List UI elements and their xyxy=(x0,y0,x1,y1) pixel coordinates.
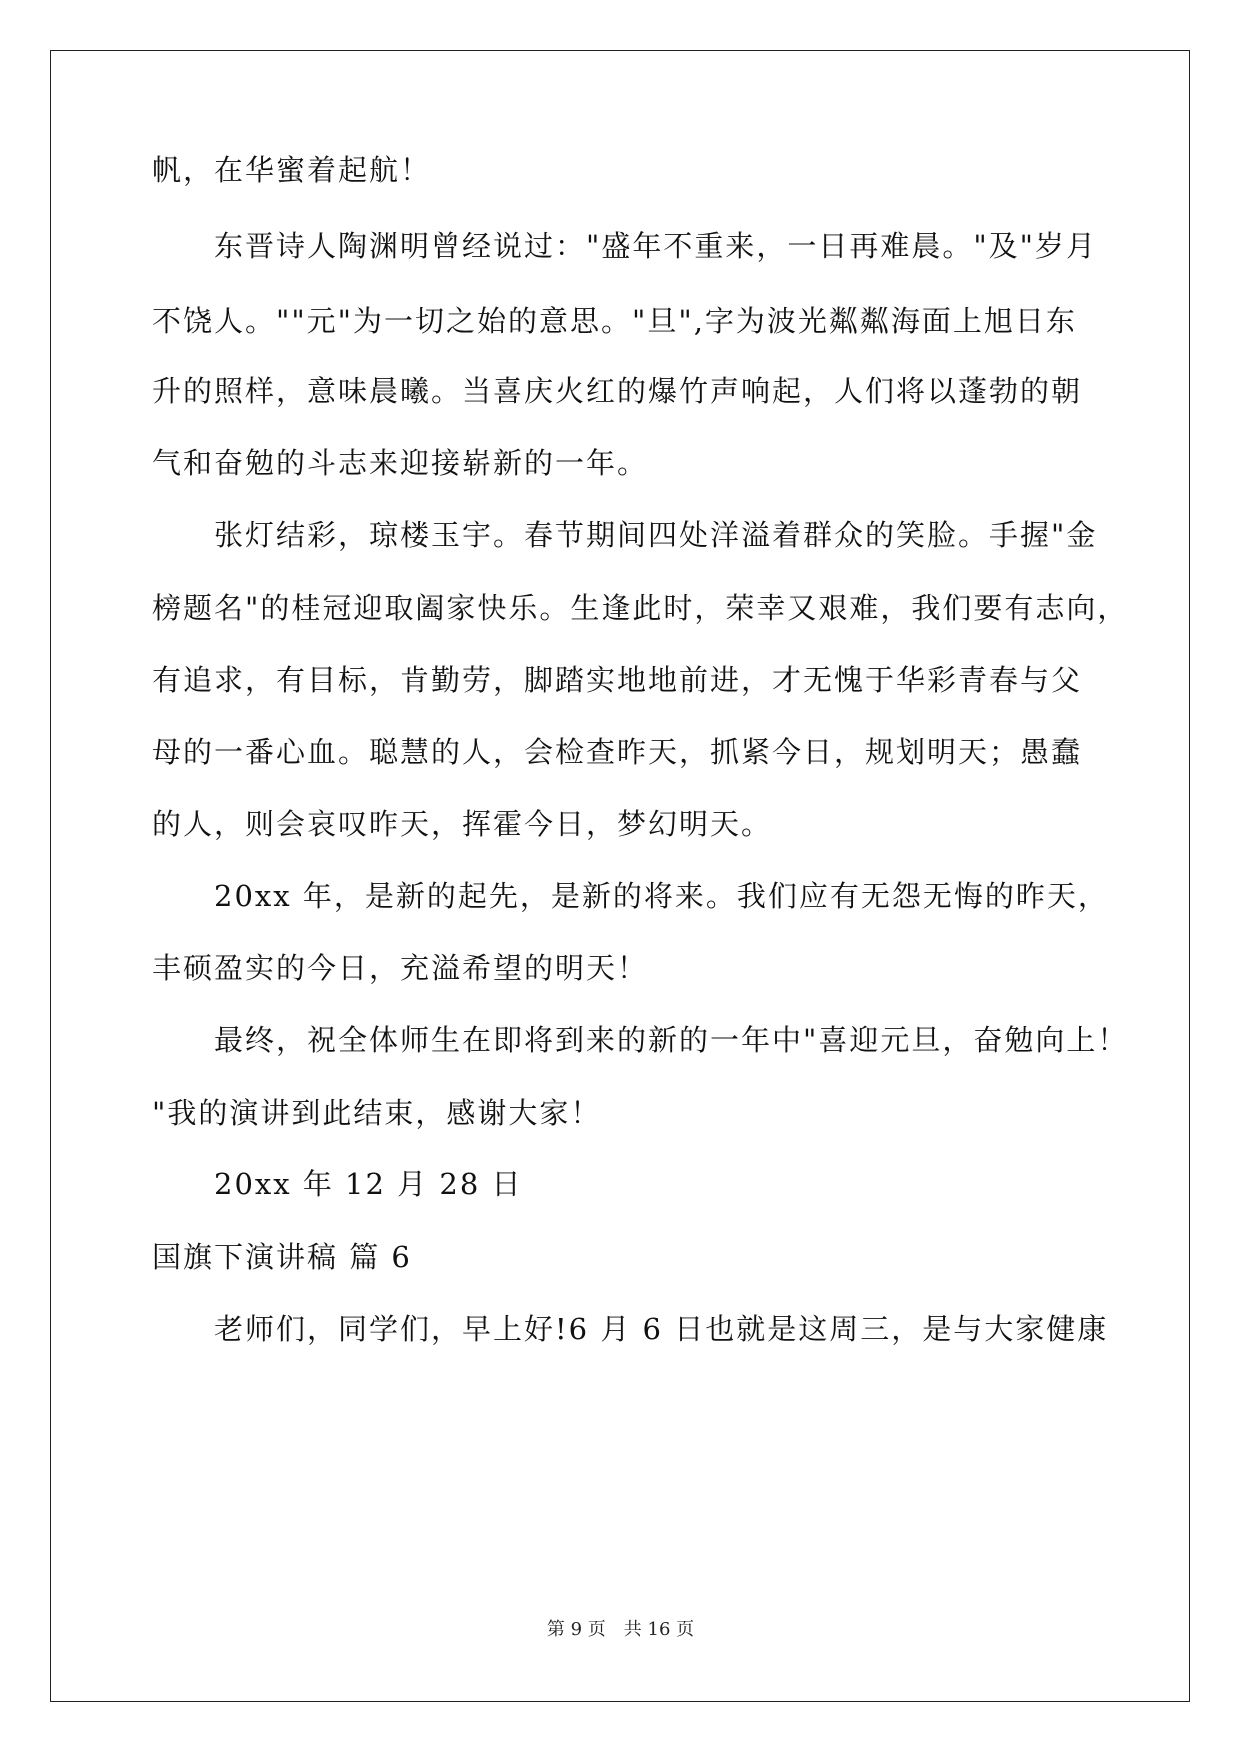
text-line: 帆，在华蜜着起航！ xyxy=(152,153,432,187)
date-line: 20xx 年 12 月 28 日 xyxy=(214,1167,523,1201)
text-line: 张灯结彩，琼楼玉宇。春节期间四处洋溢着群众的笑脸。手握"金 xyxy=(214,518,1098,552)
page-footer xyxy=(0,1618,1241,1642)
text-line: 母的一番心血。聪慧的人，会检查昨天，抓紧今日，规划明天；愚蠢 xyxy=(152,735,1083,769)
page-total: 共 16 页 xyxy=(623,1619,695,1640)
text-line: 不饶人。""元"为一切之始的意思。"旦",字为波光粼粼海面上旭日东 xyxy=(152,304,1077,338)
text-line: 丰硕盈实的今日，充溢希望的明天！ xyxy=(152,951,649,985)
text-line: 东晋诗人陶渊明曾经说过："盛年不重来，一日再难晨。"及"岁月 xyxy=(214,229,1098,263)
section-heading: 国旗下演讲稿 篇 6 xyxy=(152,1240,412,1274)
text-line: 的人，则会哀叹昨天，挥霍今日，梦幻明天。 xyxy=(152,807,773,841)
text-line: 升的照样，意味晨曦。当喜庆火红的爆竹声响起，人们将以蓬勃的朝 xyxy=(152,374,1083,408)
page-number: 第 9 页 xyxy=(546,1619,606,1640)
text-line: 最终，祝全体师生在即将到来的新的一年中"喜迎元旦，奋勉向上！ xyxy=(214,1023,1129,1057)
text-line: 气和奋勉的斗志来迎接崭新的一年。 xyxy=(152,446,649,480)
text-line: 20xx 年，是新的起先，是新的将来。我们应有无怨无悔的昨天， xyxy=(214,879,1109,913)
text-line: 老师们，同学们，早上好!6 月 6 日也就是这周三，是与大家健康 xyxy=(214,1312,1109,1346)
text-line: 榜题名"的桂冠迎取阖家快乐。生逢此时，荣幸又艰难，我们要有志向， xyxy=(152,591,1129,625)
text-line: "我的演讲到此结束，感谢大家！ xyxy=(152,1096,602,1130)
text-line: 有追求，有目标，肯勤劳，脚踏实地地前进，才无愧于华彩青春与父 xyxy=(152,663,1083,697)
